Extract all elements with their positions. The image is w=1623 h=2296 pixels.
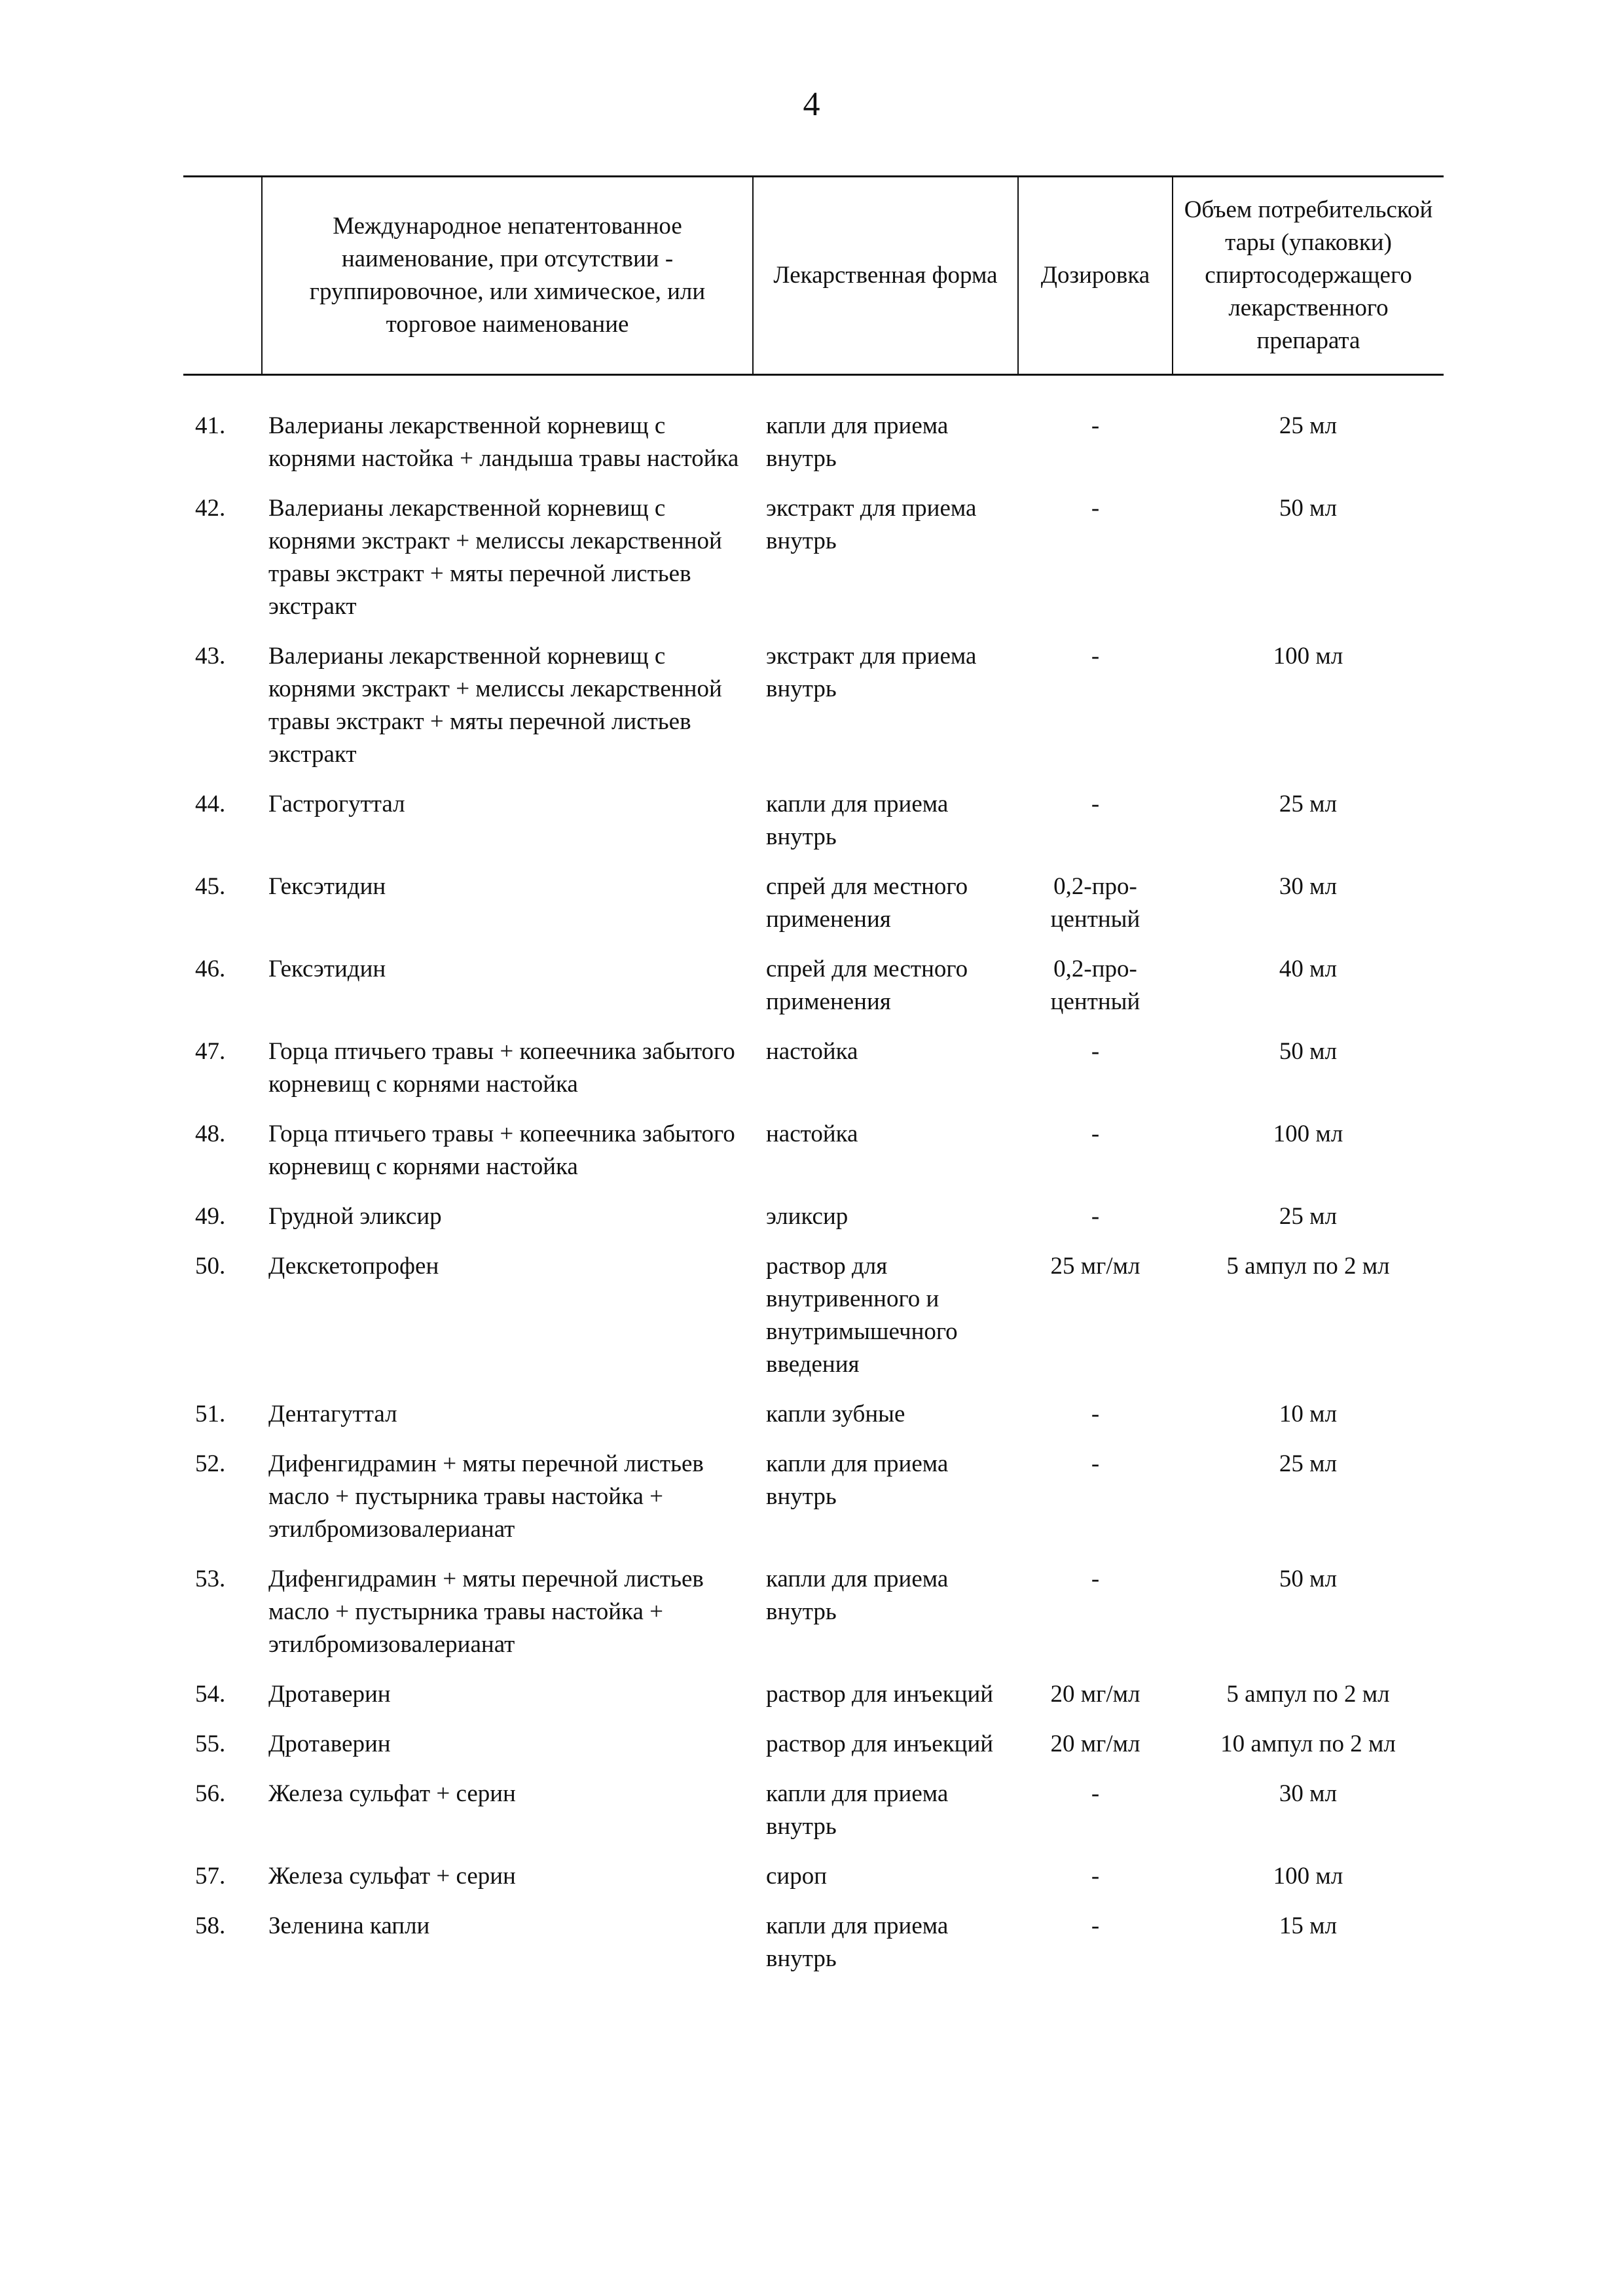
table-row (183, 1250, 1444, 1398)
dosage-form: раствор для инъекций (766, 1731, 994, 1757)
page-number: 4 (803, 86, 820, 123)
row-number: 53. (195, 1566, 226, 1592)
dosage: - (1091, 1450, 1100, 1477)
drug-name: Железа сульфат + серин (268, 1863, 516, 1890)
row-number: 58. (195, 1912, 226, 1939)
row-number: 47. (195, 1038, 226, 1065)
drug-name: Дентагуттал (268, 1401, 397, 1427)
drug-name: Валерианы лекарственной корневищ с корнями экстракт + мелиссы лекарственной травы экстракт + мяты перечной листьев экстракт (268, 495, 722, 620)
table-row (183, 870, 1444, 953)
dosage-form: настойка (766, 1038, 858, 1065)
dosage: - (1091, 1121, 1100, 1147)
table-row (183, 1035, 1444, 1118)
drug-name: Валерианы лекарственной корневищ с корнями настойка + ландыша травы настойка (268, 412, 739, 472)
package-volume: 100 мл (1273, 643, 1343, 670)
package-volume: 50 мл (1279, 1566, 1338, 1592)
dosage: - (1091, 1038, 1100, 1065)
dosage: - (1091, 791, 1100, 817)
dosage: - (1091, 643, 1100, 670)
header-form: Лекарственная форма (753, 177, 1018, 375)
row-number: 52. (195, 1450, 226, 1477)
drug-name: Гексэтидин (268, 956, 386, 982)
row-number: 49. (195, 1203, 226, 1230)
dosage-form: капли для приема внутрь (766, 791, 949, 850)
row-number: 45. (195, 873, 226, 900)
row-number: 42. (195, 495, 226, 522)
row-number: 51. (195, 1401, 226, 1427)
dosage-form: эликсир (766, 1203, 848, 1230)
table-row (183, 1860, 1444, 1910)
drug-name: Горца птичьего травы + копеечника забытого корневищ с корнями настойка (268, 1121, 735, 1180)
package-volume: 50 мл (1279, 495, 1338, 522)
package-volume: 30 мл (1279, 873, 1338, 900)
table-body (183, 375, 1444, 1993)
header-volume: Объем потребительской тары (упаковки) спиртосодержащего лекарственного препарата (1173, 177, 1444, 375)
table-row (183, 953, 1444, 1035)
dosage: 20 мг/мл (1050, 1681, 1140, 1708)
package-volume: 5 ампул по 2 мл (1226, 1681, 1390, 1708)
drug-name: Валерианы лекарственной корневищ с корнями экстракт + мелиссы лекарственной травы экстракт + мяты перечной листьев экстракт (268, 643, 722, 768)
dosage-form: настойка (766, 1121, 858, 1147)
drug-table (183, 175, 1444, 1992)
dosage-form: капли для приема внутрь (766, 1566, 949, 1625)
drug-name: Гексэтидин (268, 873, 386, 900)
dosage: - (1091, 412, 1100, 439)
dosage: - (1091, 1863, 1100, 1890)
drug-name: Дротаверин (268, 1731, 391, 1757)
table-row (183, 788, 1444, 870)
dosage: - (1091, 495, 1100, 522)
package-volume: 30 мл (1279, 1780, 1338, 1807)
dosage: 0,2-про-центный (1050, 956, 1140, 1015)
row-number: 48. (195, 1121, 226, 1147)
drug-name: Грудной эликсир (268, 1203, 442, 1230)
header-number (183, 177, 262, 375)
table-row (183, 1728, 1444, 1778)
table-row (183, 492, 1444, 640)
table-row (183, 1200, 1444, 1250)
dosage: 25 мг/мл (1050, 1253, 1140, 1280)
header-name: Международное непатентованное наименование, при отсутствии - группировочное, или химическое, или торговое наименование (262, 177, 753, 375)
dosage-form: сироп (766, 1863, 828, 1890)
package-volume: 15 мл (1279, 1912, 1338, 1939)
dosage-form: капли для приема внутрь (766, 1912, 949, 1972)
row-number: 43. (195, 643, 226, 670)
row-number: 54. (195, 1681, 226, 1708)
dosage: - (1091, 1780, 1100, 1807)
package-volume: 25 мл (1279, 412, 1338, 439)
package-volume: 100 мл (1273, 1121, 1343, 1147)
table-header-row (183, 177, 1444, 375)
dosage: 20 мг/мл (1050, 1731, 1140, 1757)
table-row (183, 1448, 1444, 1563)
drug-name: Дифенгидрамин + мяты перечной листьев масло + пустырника травы настойка + этилбромизовалерианат (268, 1566, 704, 1658)
dosage-form: капли зубные (766, 1401, 905, 1427)
package-volume: 10 мл (1279, 1401, 1338, 1427)
table-row (183, 1398, 1444, 1448)
header-spacer (183, 375, 1444, 410)
row-number: 41. (195, 412, 226, 439)
row-number: 55. (195, 1731, 226, 1757)
row-number: 44. (195, 791, 226, 817)
table-row (183, 1678, 1444, 1728)
package-volume: 100 мл (1273, 1863, 1343, 1890)
drug-name: Зеленина капли (268, 1912, 430, 1939)
drug-name: Горца птичьего травы + копеечника забытого корневищ с корнями настойка (268, 1038, 735, 1098)
drug-name: Дифенгидрамин + мяты перечной листьев масло + пустырника травы настойка + этилбромизовалерианат (268, 1450, 704, 1543)
dosage-form: спрей для местного применения (766, 956, 968, 1015)
package-volume: 25 мл (1279, 1203, 1338, 1230)
header-dosage: Дозировка (1018, 177, 1173, 375)
dosage-form: экстракт для приема внутрь (766, 495, 977, 554)
dosage-form: капли для приема внутрь (766, 1450, 949, 1510)
package-volume: 5 ампул по 2 мл (1226, 1253, 1390, 1280)
row-number: 56. (195, 1780, 226, 1807)
table-row (183, 640, 1444, 788)
drug-name: Декскетопрофен (268, 1253, 439, 1280)
dosage: 0,2-про-центный (1050, 873, 1140, 933)
table-row (183, 1563, 1444, 1678)
drug-name: Дротаверин (268, 1681, 391, 1708)
package-volume: 40 мл (1279, 956, 1338, 982)
dosage-form: капли для приема внутрь (766, 1780, 949, 1840)
package-volume: 25 мл (1279, 791, 1338, 817)
dosage-form: раствор для внутривенного и внутримышечного введения (766, 1253, 958, 1378)
table-row (183, 1778, 1444, 1860)
dosage-form: раствор для инъекций (766, 1681, 994, 1708)
dosage-form: экстракт для приема внутрь (766, 643, 977, 702)
table-row (183, 410, 1444, 492)
table-row (183, 1910, 1444, 1992)
dosage: - (1091, 1566, 1100, 1592)
row-number: 57. (195, 1863, 226, 1890)
row-number: 50. (195, 1253, 226, 1280)
package-volume: 50 мл (1279, 1038, 1338, 1065)
package-volume: 25 мл (1279, 1450, 1338, 1477)
dosage: - (1091, 1401, 1100, 1427)
dosage-form: спрей для местного применения (766, 873, 968, 933)
dosage-form: капли для приема внутрь (766, 412, 949, 472)
dosage: - (1091, 1912, 1100, 1939)
dosage: - (1091, 1203, 1100, 1230)
drug-name: Гастрогуттал (268, 791, 405, 817)
table-row (183, 1118, 1444, 1200)
package-volume: 10 ампул по 2 мл (1220, 1731, 1396, 1757)
drug-name: Железа сульфат + серин (268, 1780, 516, 1807)
row-number: 46. (195, 956, 226, 982)
